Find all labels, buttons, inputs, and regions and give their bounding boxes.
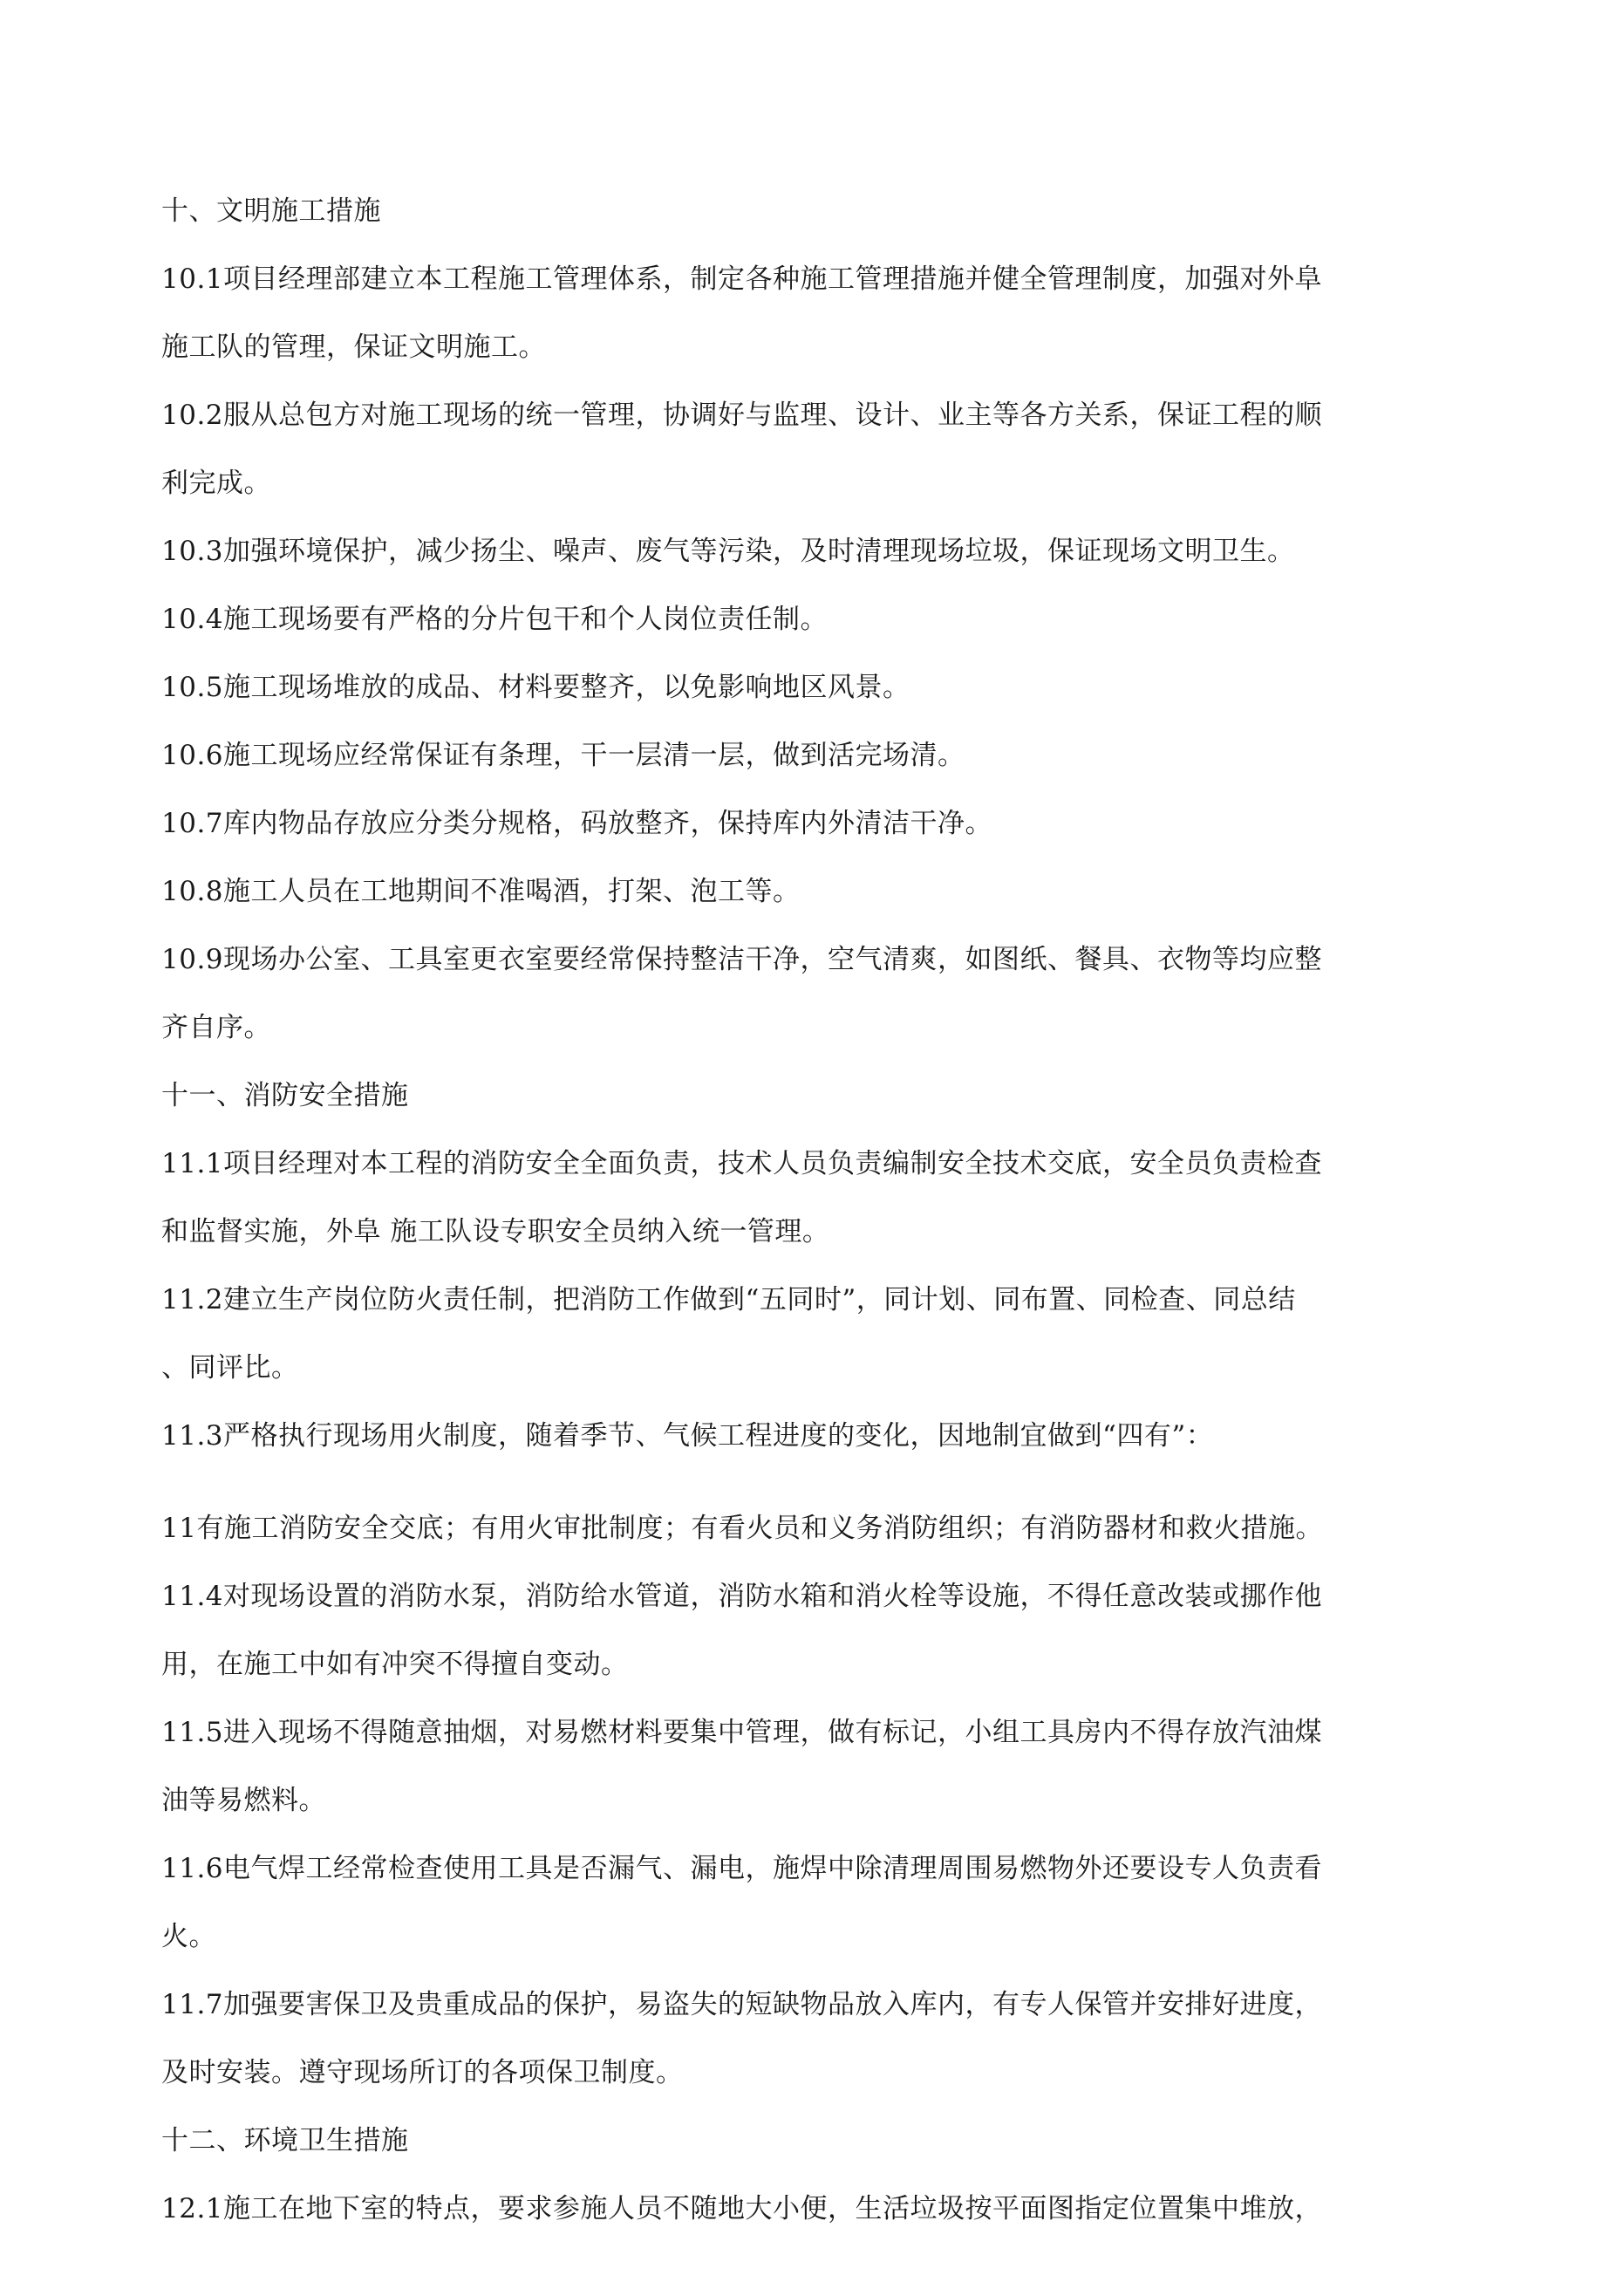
paragraph-12-1-line-1: 12.1施工在地下室的特点，要求参施人员不随地大小便，生活垃圾按平面图指定位置集中堆放， [161, 2193, 1323, 2224]
paragraph-11-4-line-2: 用，在施工中如有冲突不得擅自变动。 [161, 1649, 629, 1680]
paragraph-11-6-line-1: 11.6电气焊工经常检查使用工具是否漏气、漏电，施焊中除清理周围易燃物外还要设专人负责看 [161, 1853, 1323, 1884]
section-heading-12: 十二、环境卫生措施 [161, 2125, 409, 2156]
paragraph-10-9-line-1: 10.9现场办公室、工具室更衣室要经常保持整洁干净，空气清爽，如图纸、餐具、衣物等均应整 [161, 944, 1323, 975]
paragraph-11-6-line-2: 火。 [161, 1921, 216, 1952]
paragraph-10-5: 10.5施工现场堆放的成品、材料要整齐，以免影响地区风景。 [161, 672, 910, 703]
paragraph-10-9-line-2: 齐自序。 [161, 1012, 271, 1043]
section-heading-11: 十一、消防安全措施 [161, 1080, 409, 1111]
paragraph-11-7-line-2: 及时安装。遵守现场所订的各项保卫制度。 [161, 2057, 684, 2088]
paragraph-10-7: 10.7库内物品存放应分类分规格，码放整齐，保持库内外清洁干净。 [161, 808, 993, 839]
paragraph-11-5-line-2: 油等易燃料。 [161, 1785, 326, 1816]
paragraph-11-3: 11.3严格执行现场用火制度，随着季节、气候工程进度的变化，因地制宜做到“四有”： [161, 1420, 1214, 1452]
paragraph-10-1-line-1: 10.1项目经理部建立本工程施工管理体系，制定各种施工管理措施并健全管理制度，加强对外阜 [161, 263, 1323, 295]
paragraph-11-1-line-1: 11.1项目经理对本工程的消防安全全面负责，技术人员负责编制安全技术交底，安全员负责检查 [161, 1148, 1323, 1179]
paragraph-11-5-line-1: 11.5进入现场不得随意抽烟，对易燃材料要集中管理，做有标记，小组工具房内不得存放汽油煤 [161, 1717, 1323, 1748]
paragraph-11-1-line-2: 和监督实施，外阜 施工队设专职安全员纳入统一管理。 [161, 1216, 830, 1247]
paragraph-11-4-line-1: 11.4对现场设置的消防水泵，消防给水管道，消防水箱和消火栓等设施，不得任意改装或挪作他 [161, 1581, 1323, 1612]
paragraph-10-6: 10.6施工现场应经常保证有条理，干一层清一层，做到活完场清。 [161, 740, 965, 771]
paragraph-10-8: 10.8施工人员在工地期间不准喝酒，打架、泡工等。 [161, 876, 801, 907]
paragraph-10-2-line-1: 10.2服从总包方对施工现场的统一管理，协调好与监理、设计、业主等各方关系，保证工程的顺 [161, 400, 1323, 431]
paragraph-10-4: 10.4施工现场要有严格的分片包干和个人岗位责任制。 [161, 604, 829, 635]
paragraph-11-2-line-2: 、同评比。 [161, 1352, 299, 1384]
paragraph-10-3: 10.3加强环境保护，减少扬尘、噪声、废气等污染，及时清理现场垃圾，保证现场文明卫生。 [161, 536, 1295, 567]
section-heading-10: 十、文明施工措施 [161, 195, 381, 227]
paragraph-11-3-detail: 11有施工消防安全交底；有用火审批制度；有看火员和义务消防组织；有消防器材和救火措施。 [161, 1513, 1323, 1544]
paragraph-10-2-line-2: 利完成。 [161, 468, 271, 499]
document-page [161, 192, 1487, 2258]
paragraph-11-2-line-1: 11.2建立生产岗位防火责任制，把消防工作做到“五同时”，同计划、同布置、同检查、同总结 [161, 1284, 1296, 1315]
paragraph-11-7-line-1: 11.7加强要害保卫及贵重成品的保护，易盗失的短缺物品放入库内，有专人保管并安排好进度， [161, 1989, 1323, 2020]
paragraph-10-1-line-2: 施工队的管理，保证文明施工。 [161, 331, 546, 363]
